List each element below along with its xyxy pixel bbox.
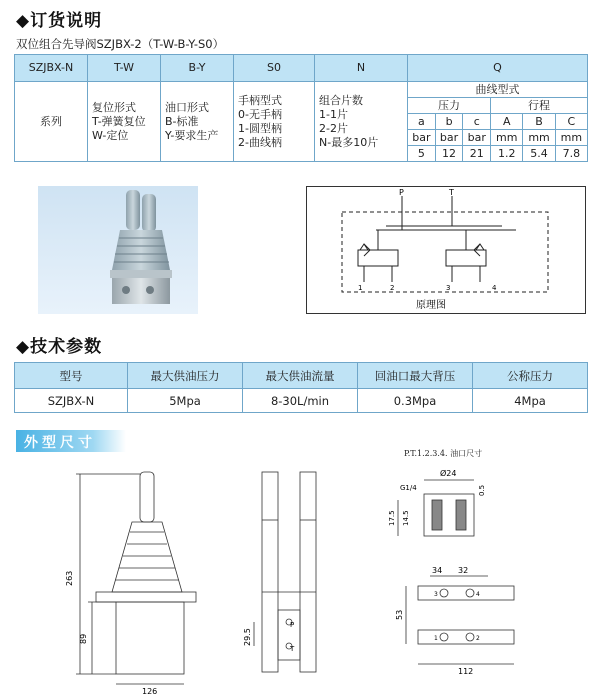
header-q: Q	[408, 55, 588, 82]
hole-1: 1	[434, 635, 438, 642]
q-value: 21	[463, 146, 491, 162]
series-label: 系列	[15, 82, 88, 162]
q-value: 1.2	[491, 146, 523, 162]
n-line-4: N-最多10片	[319, 135, 379, 149]
s0-line-1: 手柄型式	[238, 93, 282, 107]
header-by: B-Y	[161, 55, 234, 82]
ordering-subtitle: 双位组合先导阀SZJBX-2（T-W-B-Y-S0）	[16, 37, 225, 51]
n-line-1: 组合片数	[319, 93, 363, 107]
dim-0-5: 0.5	[478, 484, 486, 496]
by-line-1: 油口形式	[165, 100, 209, 114]
s0-cell	[234, 82, 315, 162]
ordering-title: ◆订货说明	[16, 11, 103, 31]
dim-14-5: 14.5	[402, 510, 410, 526]
q-unit: bar	[463, 130, 491, 146]
tw-cell	[88, 82, 161, 162]
header-n: N	[315, 55, 408, 82]
header-tw: T-W	[88, 55, 161, 82]
tech-table	[14, 362, 588, 413]
dim-34: 34	[432, 566, 443, 575]
n-cell	[315, 82, 408, 162]
schematic-p: P	[399, 188, 404, 197]
schematic-caption: 原理图	[416, 300, 446, 311]
dim-53: 53	[395, 609, 404, 620]
dim-29-5: 29.5	[243, 628, 252, 646]
joystick-valve-image	[38, 186, 198, 314]
dim-126: 126	[142, 687, 158, 696]
q-letter: C	[555, 114, 587, 130]
q-letter: c	[463, 114, 491, 130]
by-line-3: Y-要求生产	[165, 128, 219, 142]
dim-112: 112	[458, 667, 474, 676]
product-photo	[38, 186, 198, 314]
dim-17-5: 17.5	[388, 510, 396, 526]
schematic-port: 3	[446, 284, 451, 292]
tech-header: 公称压力	[473, 363, 588, 389]
schematic-port: 1	[358, 284, 363, 292]
tech-header: 最大供油流量	[243, 363, 358, 389]
tech-header: 型号	[15, 363, 128, 389]
n-line-3: 2-2片	[319, 121, 348, 135]
dim-263: 263	[65, 570, 74, 586]
s0-line-3: 1-圆型柄	[238, 121, 282, 135]
hole-3: 3	[434, 591, 438, 598]
q-title: 曲线型式	[408, 82, 588, 98]
dimension-drawing	[0, 460, 600, 696]
tech-title: ◆技术参数	[16, 337, 103, 357]
dim-89: 89	[79, 633, 88, 644]
q-stroke: 行程	[491, 98, 588, 114]
schematic-port: 4	[492, 284, 497, 292]
q-unit: mm	[523, 130, 555, 146]
dims-banner-label: 外型尺寸	[24, 435, 96, 451]
tw-line-3: W-定位	[92, 128, 129, 142]
q-value: 12	[435, 146, 463, 162]
s0-line-4: 2-曲线柄	[238, 135, 282, 149]
tech-cell: SZJBX-N	[15, 389, 128, 413]
tech-cell: 4Mpa	[473, 389, 588, 413]
hole-p: P	[290, 621, 295, 629]
q-unit: bar	[435, 130, 463, 146]
q-value: 5	[408, 146, 436, 162]
q-letter: B	[523, 114, 555, 130]
tech-header: 最大供油压力	[128, 363, 243, 389]
dim-g14: G1/4	[400, 484, 417, 492]
tech-cell: 8-30L/min	[243, 389, 358, 413]
dim-d24: Ø24	[440, 469, 457, 478]
tech-header: 回油口最大背压	[358, 363, 473, 389]
q-unit: mm	[555, 130, 587, 146]
q-pressure: 压力	[408, 98, 491, 114]
by-cell	[161, 82, 234, 162]
hydraulic-schematic	[306, 186, 586, 314]
ordering-table	[14, 54, 588, 162]
q-letter: A	[491, 114, 523, 130]
tw-line-1: 复位形式	[92, 100, 136, 114]
n-line-2: 1-1片	[319, 107, 348, 121]
tw-line-2: T-弹簧复位	[92, 114, 146, 128]
tech-cell: 0.3Mpa	[358, 389, 473, 413]
schematic-port: 2	[390, 284, 395, 292]
by-line-2: B-标准	[165, 114, 199, 128]
q-value: 7.8	[555, 146, 587, 162]
hole-t: T	[290, 645, 295, 653]
hole-2: 2	[476, 635, 480, 642]
q-value: 5.4	[523, 146, 555, 162]
schematic-t: T	[449, 188, 454, 197]
tech-cell: 5Mpa	[128, 389, 243, 413]
hole-4: 4	[476, 591, 480, 598]
q-letter: a	[408, 114, 436, 130]
s0-line-2: 0-无手柄	[238, 107, 282, 121]
q-letter: b	[435, 114, 463, 130]
dim-32: 32	[458, 566, 469, 575]
dims-banner	[16, 430, 126, 452]
port-note: P.T.1.2.3.4. 油口尺寸	[404, 449, 483, 458]
q-unit: mm	[491, 130, 523, 146]
header-szjbx: SZJBX-N	[15, 55, 88, 82]
q-unit: bar	[408, 130, 436, 146]
header-s0: S0	[234, 55, 315, 82]
